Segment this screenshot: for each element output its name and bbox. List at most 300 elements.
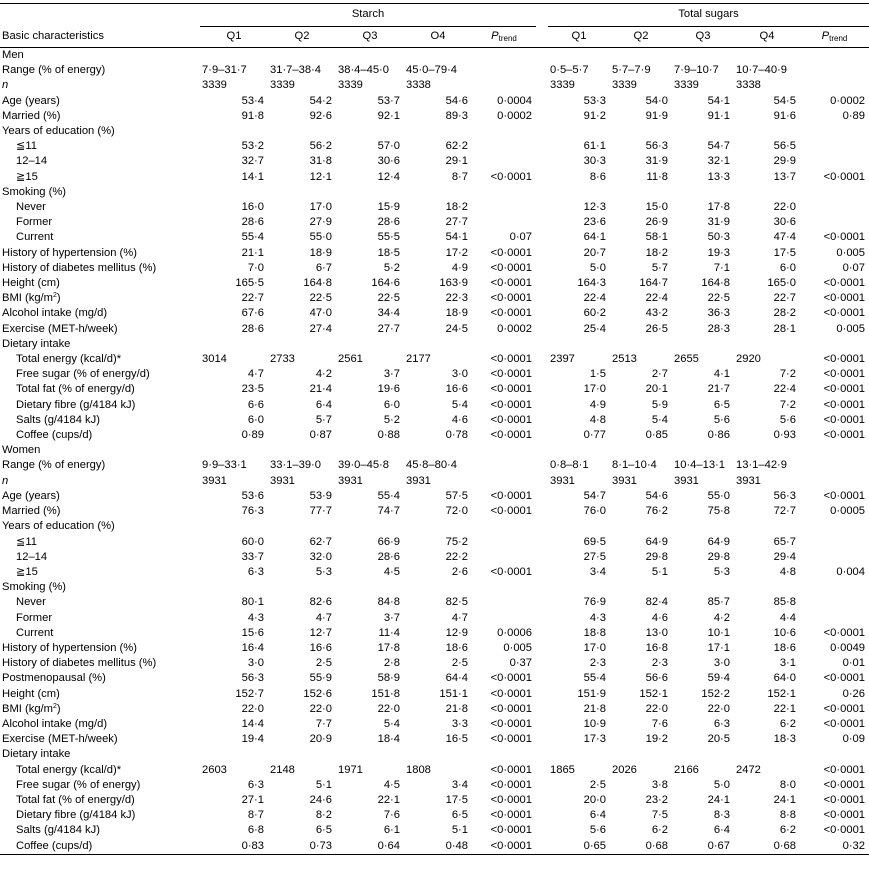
sugars-cell: 0·67 bbox=[707, 839, 730, 852]
row-label: ≦11 bbox=[16, 535, 37, 548]
starch-cell bbox=[472, 337, 536, 352]
starch-cell: 12·1 bbox=[309, 170, 332, 183]
sugars-cell: 22·4 bbox=[583, 292, 606, 305]
sugars-cell: 22·1 bbox=[773, 702, 796, 715]
table-row bbox=[0, 626, 869, 641]
row-label: Free sugar (% of energy) bbox=[16, 778, 141, 791]
column-gap bbox=[536, 519, 548, 534]
sugars-cell: 21·8 bbox=[583, 702, 606, 715]
starch-cell: 164·6 bbox=[371, 277, 400, 290]
row-label: Married (%) bbox=[2, 505, 61, 518]
starch-cell bbox=[472, 519, 536, 534]
starch-cell bbox=[472, 200, 536, 215]
sugars-q4-header: Q4 bbox=[759, 30, 775, 43]
starch-cell: 28·6 bbox=[377, 550, 400, 563]
starch-cell: 55·9 bbox=[309, 672, 332, 685]
table-row bbox=[0, 322, 869, 337]
baseline-characteristics-table bbox=[0, 3, 869, 855]
starch-cell: 22·1 bbox=[377, 793, 400, 806]
sugars-cell bbox=[800, 185, 869, 200]
starch-cell: 15·6 bbox=[241, 626, 264, 639]
starch-cell: 58·9 bbox=[377, 672, 400, 685]
starch-cell: 20·9 bbox=[309, 733, 332, 746]
sugars-cell bbox=[800, 550, 869, 565]
sugars-cell bbox=[548, 124, 610, 139]
starch-cell bbox=[268, 185, 336, 200]
row-label: Age (years) bbox=[2, 489, 60, 502]
sugars-cell bbox=[800, 611, 869, 626]
sugars-cell: 54·1 bbox=[707, 94, 730, 107]
sugars-cell: 26·9 bbox=[645, 216, 668, 229]
starch-cell: 6·5 bbox=[451, 809, 468, 822]
starch-cell: 3931 bbox=[202, 474, 227, 487]
starch-cell bbox=[472, 78, 536, 93]
sugars-cell: 20·1 bbox=[645, 383, 668, 396]
table-row bbox=[0, 291, 869, 306]
starch-cell bbox=[472, 154, 536, 169]
sugars-cell bbox=[800, 337, 869, 352]
starch-cell: 3·4 bbox=[451, 778, 468, 791]
sugars-cell: 31·9 bbox=[707, 216, 730, 229]
starch-cell: 27·7 bbox=[445, 216, 468, 229]
starch-cell: 21·4 bbox=[309, 383, 332, 396]
men-section-header bbox=[0, 48, 869, 64]
sugars-cell: 91·1 bbox=[707, 109, 730, 122]
starch-cell: 5·1 bbox=[451, 824, 468, 837]
starch-cell: 22·7 bbox=[241, 292, 264, 305]
row-label: Years of education (%) bbox=[2, 520, 115, 533]
table-row bbox=[0, 778, 869, 793]
starch-cell bbox=[268, 337, 336, 352]
sugars-cell: 76·0 bbox=[583, 505, 606, 518]
sugars-cell: 7·9–10·7 bbox=[674, 64, 719, 77]
sugars-cell: 50·3 bbox=[707, 231, 730, 244]
starch-cell: 2·5 bbox=[451, 657, 468, 670]
row-label: Height (cm) bbox=[2, 277, 60, 290]
row-label: History of diabetes mellitus (%) bbox=[2, 261, 157, 274]
row-label: ≧15 bbox=[16, 170, 38, 183]
sugars-cell: 20·0 bbox=[583, 793, 606, 806]
row-label: Married (%) bbox=[2, 109, 61, 122]
starch-cell: 62·2 bbox=[445, 140, 468, 153]
sugars-cell: 5·4 bbox=[651, 413, 668, 426]
sugars-cell: <0·0001 bbox=[823, 809, 866, 822]
starch-cell: 0·48 bbox=[445, 839, 468, 852]
starch-cell: <0·0001 bbox=[490, 413, 532, 426]
sugars-cell: 22·7 bbox=[773, 292, 796, 305]
sugars-cell: 6·2 bbox=[779, 824, 796, 837]
column-gap bbox=[536, 671, 548, 686]
column-gap bbox=[536, 215, 548, 230]
sugars-cell bbox=[800, 124, 869, 139]
starch-cell: 2733 bbox=[270, 353, 295, 366]
starch-cell bbox=[472, 474, 536, 489]
starch-cell: 67·6 bbox=[241, 307, 264, 320]
starch-cell: 57·5 bbox=[445, 489, 468, 502]
starch-cell bbox=[336, 747, 404, 762]
starch-cell: <0·0001 bbox=[490, 277, 532, 290]
sugars-cell: 91·6 bbox=[773, 109, 796, 122]
sugars-cell: 0·5–5·7 bbox=[550, 64, 589, 77]
sugars-cell: 2166 bbox=[674, 763, 699, 776]
sugars-cell bbox=[800, 595, 869, 610]
row-label: Total fat (% of energy/d) bbox=[16, 793, 135, 806]
sugars-cell: <0·0001 bbox=[823, 702, 866, 715]
starch-cell bbox=[404, 124, 472, 139]
column-gap bbox=[536, 413, 548, 428]
starch-cell: 24·6 bbox=[309, 793, 332, 806]
starch-cell: 0·0006 bbox=[497, 626, 532, 639]
starch-cell: 82·5 bbox=[445, 596, 468, 609]
starch-cell: 0·37 bbox=[509, 657, 532, 670]
column-gap bbox=[536, 322, 548, 337]
starch-cell: 22·5 bbox=[377, 292, 400, 305]
sugars-cell: 6·3 bbox=[713, 717, 730, 730]
starch-cell: 22·2 bbox=[445, 550, 468, 563]
starch-cell: 152·6 bbox=[303, 687, 332, 700]
starch-cell: <0·0001 bbox=[490, 246, 532, 259]
sugars-cell: 54·7 bbox=[707, 140, 730, 153]
starch-cell: <0·0001 bbox=[490, 839, 532, 852]
sugars-cell: 0·89 bbox=[842, 109, 866, 122]
starch-cell: 0·0002 bbox=[497, 322, 532, 335]
sugars-cell: 64·9 bbox=[645, 535, 668, 548]
sugars-cell: 3·4 bbox=[589, 565, 606, 578]
starch-cell: 4·7 bbox=[451, 611, 468, 624]
starch-cell: <0·0001 bbox=[490, 353, 532, 366]
table-row bbox=[0, 185, 869, 200]
sugars-cell: 22·4 bbox=[773, 383, 796, 396]
row-label: 12–14 bbox=[16, 155, 48, 168]
starch-cell: 21·1 bbox=[241, 246, 264, 259]
starch-cell: 54·2 bbox=[309, 94, 332, 107]
sugars-cell: 53·3 bbox=[583, 94, 606, 107]
starch-cell bbox=[336, 519, 404, 534]
basic-characteristics-header: Basic characteristics bbox=[2, 30, 104, 43]
column-gap bbox=[536, 428, 548, 443]
table-row bbox=[0, 200, 869, 215]
starch-cell bbox=[200, 185, 268, 200]
starch-cell: 56·2 bbox=[309, 140, 332, 153]
sugars-cell: 6·0 bbox=[779, 261, 796, 274]
starch-cell bbox=[472, 580, 536, 595]
sugars-cell: 0·005 bbox=[836, 246, 866, 259]
row-label: Alcohol intake (mg/d) bbox=[2, 717, 108, 730]
sugars-cell: 10·6 bbox=[773, 626, 796, 639]
sugars-cell bbox=[548, 337, 610, 352]
starch-cell: 19·4 bbox=[241, 733, 264, 746]
column-gap bbox=[536, 656, 548, 671]
starch-cell: 165·5 bbox=[235, 277, 264, 290]
sugars-group-header: Total sugars bbox=[548, 4, 869, 27]
sugars-cell: 61·1 bbox=[583, 140, 606, 153]
sugars-cell bbox=[672, 337, 734, 352]
starch-q1-header: Q1 bbox=[226, 30, 242, 43]
starch-cell: 9·9–33·1 bbox=[202, 459, 247, 472]
sugars-cell: <0·0001 bbox=[823, 413, 866, 426]
column-gap bbox=[536, 808, 548, 823]
sugars-cell bbox=[548, 747, 610, 762]
sugars-cell: 36·3 bbox=[707, 307, 730, 320]
sugars-cell bbox=[734, 580, 800, 595]
starch-cell: 27·1 bbox=[241, 793, 264, 806]
sugars-cell: 17·0 bbox=[583, 641, 606, 654]
starch-cell: 0·87 bbox=[309, 429, 332, 442]
starch-cell bbox=[404, 337, 472, 352]
starch-cell: 3014 bbox=[202, 353, 227, 366]
starch-cell: 16·0 bbox=[241, 201, 264, 214]
starch-q4-header: O4 bbox=[430, 30, 446, 43]
sugars-cell: <0·0001 bbox=[823, 763, 866, 776]
sugars-cell: 10·1 bbox=[707, 626, 730, 639]
sugars-cell: 0·005 bbox=[836, 322, 866, 335]
starch-cell: 66·9 bbox=[377, 535, 400, 548]
sugars-cell: 0·0049 bbox=[830, 641, 866, 654]
row-label: Postmenopausal (%) bbox=[2, 672, 106, 685]
starch-cell: 75·2 bbox=[445, 535, 468, 548]
sugars-cell bbox=[610, 124, 672, 139]
table-row bbox=[0, 702, 869, 717]
table-row bbox=[0, 367, 869, 382]
header-column-row bbox=[0, 27, 869, 48]
sugars-cell bbox=[548, 519, 610, 534]
column-gap bbox=[536, 109, 548, 124]
starch-cell: 6·7 bbox=[315, 261, 332, 274]
sugars-cell: 18·6 bbox=[773, 641, 796, 654]
sugars-cell: <0·0001 bbox=[823, 429, 866, 442]
table-row bbox=[0, 428, 869, 443]
starch-cell: 4·2 bbox=[315, 368, 332, 381]
starch-cell: 5·7 bbox=[315, 413, 332, 426]
row-label: Salts (g/4184 kJ) bbox=[16, 824, 100, 837]
column-gap bbox=[536, 63, 548, 78]
starch-cell: 18·6 bbox=[445, 641, 468, 654]
row-label: Total fat (% of energy/d) bbox=[16, 383, 135, 396]
sugars-cell: 0·77 bbox=[583, 429, 606, 442]
starch-cell: 15·9 bbox=[377, 201, 400, 214]
starch-cell bbox=[472, 185, 536, 200]
sugars-cell: 4·4 bbox=[779, 611, 796, 624]
column-gap bbox=[536, 489, 548, 504]
starch-cell: <0·0001 bbox=[490, 261, 532, 274]
starch-cell: 28·6 bbox=[377, 216, 400, 229]
starch-cell: 6·0 bbox=[383, 398, 400, 411]
table-row bbox=[0, 94, 869, 109]
sugars-cell: 17·5 bbox=[773, 246, 796, 259]
starch-cell: <0·0001 bbox=[490, 793, 532, 806]
table-row bbox=[0, 246, 869, 261]
column-gap bbox=[536, 839, 548, 855]
sugars-cell bbox=[800, 154, 869, 169]
row-label: Current bbox=[16, 626, 54, 639]
sugars-cell: 24·1 bbox=[707, 793, 730, 806]
sugars-cell bbox=[734, 747, 800, 762]
starch-cell: <0·0001 bbox=[490, 672, 532, 685]
starch-cell: 18·4 bbox=[377, 733, 400, 746]
starch-cell: 151·1 bbox=[439, 687, 468, 700]
sugars-cell: 3·8 bbox=[651, 778, 668, 791]
column-gap bbox=[536, 535, 548, 550]
starch-cell: 11·4 bbox=[378, 626, 400, 639]
sugars-cell: 20·7 bbox=[583, 246, 606, 259]
starch-cell: 55·4 bbox=[377, 489, 400, 502]
column-gap bbox=[536, 595, 548, 610]
starch-cell: 55·0 bbox=[309, 231, 332, 244]
starch-cell: 151·8 bbox=[371, 687, 400, 700]
sugars-cell: 13·3 bbox=[707, 170, 730, 183]
sugars-cell bbox=[672, 580, 734, 595]
sugars-cell: 3931 bbox=[612, 474, 637, 487]
starch-cell: 6·8 bbox=[247, 824, 264, 837]
sugars-cell: 4·1 bbox=[713, 368, 730, 381]
sugars-cell bbox=[800, 458, 869, 473]
starch-cell: 6·3 bbox=[247, 565, 264, 578]
starch-cell: <0·0001 bbox=[490, 505, 532, 518]
sugars-cell: <0·0001 bbox=[823, 368, 866, 381]
sugars-cell: 152·2 bbox=[701, 687, 730, 700]
table-row bbox=[0, 382, 869, 397]
starch-q2-header: Q2 bbox=[294, 30, 310, 43]
sugars-cell: 5·3 bbox=[713, 565, 730, 578]
starch-cell: 4·7 bbox=[315, 611, 332, 624]
row-label: Dietary intake bbox=[2, 748, 71, 761]
sugars-cell: <0·0001 bbox=[823, 353, 866, 366]
starch-cell: 2148 bbox=[270, 763, 295, 776]
sugars-cell: <0·0001 bbox=[823, 277, 866, 290]
sugars-cell: 152·1 bbox=[767, 687, 796, 700]
sugars-cell: 22·0 bbox=[645, 702, 668, 715]
starch-cell: 2603 bbox=[202, 763, 227, 776]
sugars-cell: 0·01 bbox=[842, 657, 866, 670]
column-gap bbox=[536, 458, 548, 473]
starch-cell: 56·3 bbox=[241, 672, 264, 685]
sugars-cell: 2397 bbox=[550, 353, 575, 366]
starch-cell: 53·2 bbox=[241, 140, 264, 153]
sugars-cell: 58·1 bbox=[645, 231, 668, 244]
starch-cell bbox=[336, 580, 404, 595]
table-row bbox=[0, 413, 869, 428]
starch-cell: <0·0001 bbox=[490, 398, 532, 411]
table-row bbox=[0, 352, 869, 367]
sugars-cell: 13·1–42·9 bbox=[736, 459, 788, 472]
starch-cell: 2·8 bbox=[383, 657, 400, 670]
column-gap bbox=[536, 398, 548, 413]
column-gap bbox=[536, 382, 548, 397]
starch-cell: 27·9 bbox=[309, 216, 332, 229]
sugars-cell: 72·7 bbox=[773, 505, 796, 518]
starch-cell: 18·2 bbox=[445, 201, 468, 214]
starch-cell: 4·7 bbox=[247, 368, 264, 381]
row-label: Former bbox=[16, 216, 53, 229]
column-gap bbox=[536, 139, 548, 154]
sugars-q2-header: Q2 bbox=[633, 30, 649, 43]
starch-cell: 22·0 bbox=[309, 702, 332, 715]
starch-cell: 0·78 bbox=[445, 429, 468, 442]
starch-cell: 84·8 bbox=[377, 596, 400, 609]
starch-cell: 0·0004 bbox=[497, 94, 532, 107]
sugars-cell: <0·0001 bbox=[823, 824, 866, 837]
starch-cell: 6·1 bbox=[383, 824, 400, 837]
starch-cell: 17·2 bbox=[445, 246, 468, 259]
starch-cell: <0·0001 bbox=[490, 687, 532, 700]
column-gap bbox=[536, 626, 548, 641]
sugars-cell bbox=[800, 215, 869, 230]
starch-cell: 4·5 bbox=[383, 778, 400, 791]
sugars-cell: 55·0 bbox=[707, 489, 730, 502]
sugars-cell: 6·4 bbox=[589, 809, 606, 822]
sugars-cell: 22·4 bbox=[645, 292, 668, 305]
sugars-cell: 28·1 bbox=[773, 322, 796, 335]
starch-cell: 7·6 bbox=[383, 809, 400, 822]
row-label: 12–14 bbox=[16, 550, 48, 563]
sugars-q1-header: Q1 bbox=[571, 30, 587, 43]
sugars-cell: <0·0001 bbox=[823, 717, 866, 730]
sugars-cell: 2472 bbox=[736, 763, 761, 776]
sugars-cell bbox=[672, 124, 734, 139]
row-label: Exercise (MET-h/week) bbox=[2, 733, 118, 746]
row-label: History of hypertension (%) bbox=[2, 641, 137, 654]
column-gap bbox=[536, 337, 548, 352]
starch-cell: 0·73 bbox=[309, 839, 332, 852]
sugars-cell: 10·4–13·1 bbox=[674, 459, 726, 472]
column-gap bbox=[536, 170, 548, 185]
sugars-cell: 54·7 bbox=[583, 489, 606, 502]
starch-cell: 27·7 bbox=[377, 322, 400, 335]
starch-cell: 2177 bbox=[406, 353, 431, 366]
starch-cell: 31·8 bbox=[309, 155, 332, 168]
starch-cell: 14·4 bbox=[241, 717, 264, 730]
sugars-cell: 5·7–7·9 bbox=[612, 64, 651, 77]
section-label: Women bbox=[2, 444, 41, 457]
sugars-cell: 23·2 bbox=[645, 793, 668, 806]
starch-cell bbox=[472, 215, 536, 230]
starch-cell: 33·1–39·0 bbox=[270, 459, 322, 472]
sugars-cell: 6·5 bbox=[713, 398, 730, 411]
sugars-cell: 4·9 bbox=[589, 398, 606, 411]
sugars-cell: 165·0 bbox=[767, 277, 796, 290]
sugars-cell: 91·2 bbox=[583, 109, 606, 122]
starch-cell: 77·7 bbox=[309, 505, 332, 518]
sugars-cell: 56·5 bbox=[773, 140, 796, 153]
sugars-cell: 54·0 bbox=[645, 94, 668, 107]
sugars-cell: 0·86 bbox=[707, 429, 730, 442]
column-gap bbox=[536, 747, 548, 762]
sugars-cell: 0·93 bbox=[773, 429, 796, 442]
sugars-cell: 5·7 bbox=[651, 261, 668, 274]
table-row bbox=[0, 519, 869, 534]
sugars-cell: 0·68 bbox=[645, 839, 668, 852]
sugars-cell: <0·0001 bbox=[823, 170, 866, 183]
starch-cell: 163·9 bbox=[439, 277, 468, 290]
table-row bbox=[0, 504, 869, 519]
sugars-cell bbox=[610, 519, 672, 534]
row-label: Current bbox=[16, 231, 54, 244]
table-row bbox=[0, 458, 869, 473]
starch-cell: 3·7 bbox=[383, 611, 400, 624]
starch-cell: 89·3 bbox=[445, 109, 468, 122]
sugars-cell: 3338 bbox=[736, 79, 761, 92]
sugars-cell: 26·5 bbox=[645, 322, 668, 335]
starch-cell: 4·5 bbox=[383, 565, 400, 578]
column-gap bbox=[536, 504, 548, 519]
table-row bbox=[0, 230, 869, 245]
sugars-cell: 22·0 bbox=[707, 702, 730, 715]
starch-cell: <0·0001 bbox=[490, 489, 532, 502]
starch-cell bbox=[472, 139, 536, 154]
starch-cell: 45·8–80·4 bbox=[406, 459, 458, 472]
starch-cell: 17·8 bbox=[377, 641, 400, 654]
sugars-cell: 0·0002 bbox=[830, 94, 866, 107]
